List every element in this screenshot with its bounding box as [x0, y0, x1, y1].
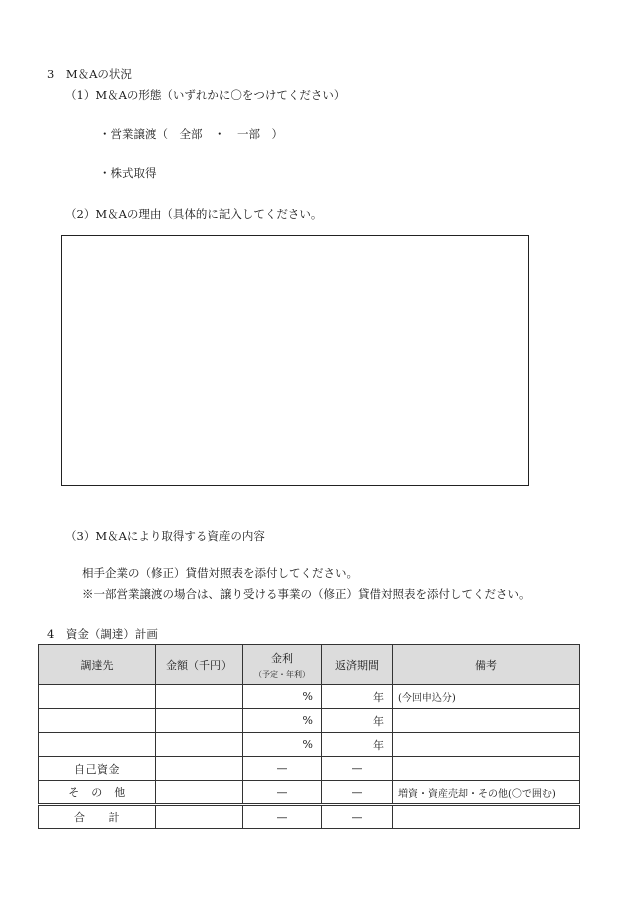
cell-remarks[interactable]: (今回申込分)	[393, 685, 580, 709]
cell-source: 自己資金	[39, 757, 156, 781]
cell-period[interactable]: 年	[322, 685, 393, 709]
cell-period: —	[322, 805, 393, 829]
ma-reason-input-box[interactable]	[61, 235, 529, 486]
cell-rate[interactable]: %	[243, 733, 322, 757]
cell-amount[interactable]	[156, 685, 243, 709]
funding-plan-table	[38, 644, 580, 829]
section4-heading: 4 資金（調達）計画	[47, 627, 158, 641]
cell-rate[interactable]: %	[243, 685, 322, 709]
assets-note-balance-sheet: 相手企業の（修正）貸借対照表を添付してください。	[82, 566, 358, 580]
cell-remarks[interactable]	[393, 709, 580, 733]
cell-source: 合 計	[39, 805, 156, 829]
header-amount: 金額（千円）	[156, 645, 243, 685]
header-period: 返済期間	[322, 645, 393, 685]
cell-source: そ の 他	[39, 781, 156, 805]
cell-remarks[interactable]	[393, 733, 580, 757]
cell-rate: —	[243, 805, 322, 829]
cell-source[interactable]	[39, 733, 156, 757]
cell-period[interactable]: 年	[322, 709, 393, 733]
cell-amount[interactable]	[156, 805, 243, 829]
cell-rate[interactable]: %	[243, 709, 322, 733]
cell-amount[interactable]	[156, 781, 243, 805]
cell-period: —	[322, 757, 393, 781]
table-row	[39, 733, 580, 757]
cell-rate: —	[243, 781, 322, 805]
cell-amount[interactable]	[156, 709, 243, 733]
cell-remarks[interactable]: 増資・資産売却・その他(〇で囲む)	[393, 781, 580, 805]
cell-source[interactable]	[39, 685, 156, 709]
table-row	[39, 685, 580, 709]
table-row-total	[39, 805, 580, 829]
ma-form-label: （1）M＆Aの形態（いずれかに〇をつけてください）	[65, 88, 346, 102]
cell-remarks[interactable]	[393, 805, 580, 829]
header-remarks: 備考	[393, 645, 580, 685]
cell-period[interactable]: 年	[322, 733, 393, 757]
header-rate-label: 金利	[271, 651, 293, 665]
cell-amount[interactable]	[156, 757, 243, 781]
table-row-other	[39, 781, 580, 805]
cell-source[interactable]	[39, 709, 156, 733]
table-header-row	[39, 645, 580, 685]
cell-remarks[interactable]	[393, 757, 580, 781]
table-row	[39, 709, 580, 733]
header-rate-sub: （予定・年利）	[254, 669, 310, 679]
table-row-own-funds	[39, 757, 580, 781]
section3-heading: 3 M＆Aの状況	[47, 67, 132, 81]
assets-note-partial-transfer: ※一部営業譲渡の場合は、譲り受ける事業の（修正）貸借対照表を添付してください。	[82, 587, 531, 601]
cell-period: —	[322, 781, 393, 805]
option-business-transfer[interactable]: ・営業譲渡（ 全部 ・ 一部 ）	[99, 127, 283, 141]
cell-rate: —	[243, 757, 322, 781]
ma-reason-label: （2）M＆Aの理由（具体的に記入してください。	[65, 207, 323, 221]
option-share-acquisition[interactable]: ・株式取得	[99, 166, 157, 180]
cell-amount[interactable]	[156, 733, 243, 757]
header-rate	[243, 645, 322, 685]
ma-assets-label: （3）M＆Aにより取得する資産の内容	[65, 529, 265, 543]
header-source: 調達先	[39, 645, 156, 685]
